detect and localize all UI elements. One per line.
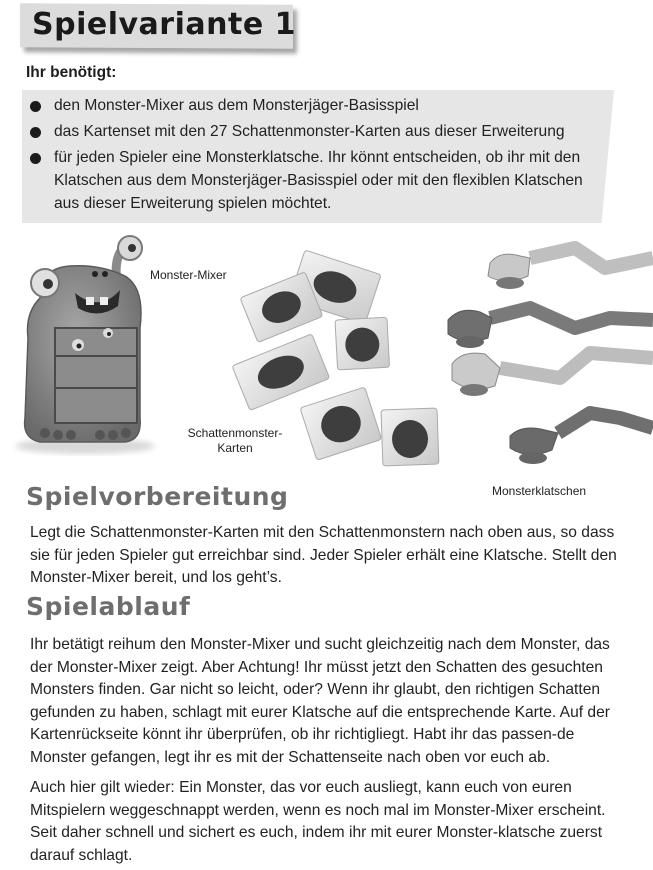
list-item: den Monster-Mixer aus dem Monsterjäger-Basisspiel [30,94,600,117]
list-item: für jeden Spieler eine Monsterklatsche. Ihr könnt entscheiden, ob ihr mit den Klatschen aus dem Monsterjäger-Basisspiel oder mit den flexiblen Klatschen aus dieser Erweiterung spielen möchtet. [30,146,600,215]
section-heading-preparation: Spielvorbereitung [26,482,289,511]
monster-swatters [448,248,653,464]
bullet-icon [30,153,41,164]
bullet-icon [30,127,41,138]
section-heading-gameplay: Spielablauf [26,592,191,621]
monster-mixer-figure [15,236,155,454]
caption-monster-mixer: Monster-Mixer [150,268,227,282]
page-title: Spielvariante 1 [32,7,296,42]
product-illustration [0,228,653,498]
gameplay-paragraph-1: Ihr betätigt reihum den Monster-Mixer und sucht gleichzeitig nach dem Monster, das der Monster-Mixer zeigt. Aber Achtung! Ihr müsst jetzt den Schatten des gesuchten Monsters finden. Gar nicht so leicht, oder? Wenn ihr glaubt, den richtigen Schatten gefunden zu haben, schlagt mit eurer Klatsche auf die entsprechende Karte. Auf der Kartenrückseite könnt ihr überprüfen, ob ihr richtigliegt. Habt ihr das passen-de Monster gefangen, legt ihr es mit der Schattenseite nach oben vor euch ab. [30,636,610,766]
bullet-icon [30,101,41,112]
gameplay-paragraph-2: Auch hier gilt wieder: Ein Monster, das vor euch ausliegt, kann euch von euren Mitspielern weggeschnappt werden, wenn es noch mal im Monster-Mixer erscheint. Seit daher schnell und sichert es euch, indem ihr mit eurer Monster-klatsche zuerst darauf schlagt. [30,779,606,864]
needs-heading: Ihr benötigt: [26,64,117,81]
list-item: das Kartenset mit den 27 Schattenmonster-Karten aus dieser Erweiterung [30,120,600,143]
preparation-paragraph: Legt die Schattenmonster-Karten mit den Schattenmonstern nach oben aus, so dass sie für jeden Spieler gut erreichbar sind. Jeder Spieler erhält eine Klatsche. Stellt den Monster-Mixer bereit, und los geht’s. [30,524,617,587]
components-image [0,228,653,498]
caption-shadow-monster-cards: Schattenmonster- Karten [187,426,283,455]
needs-list [30,94,600,218]
caption-monster-swatters: Monsterklatschen [492,484,587,498]
